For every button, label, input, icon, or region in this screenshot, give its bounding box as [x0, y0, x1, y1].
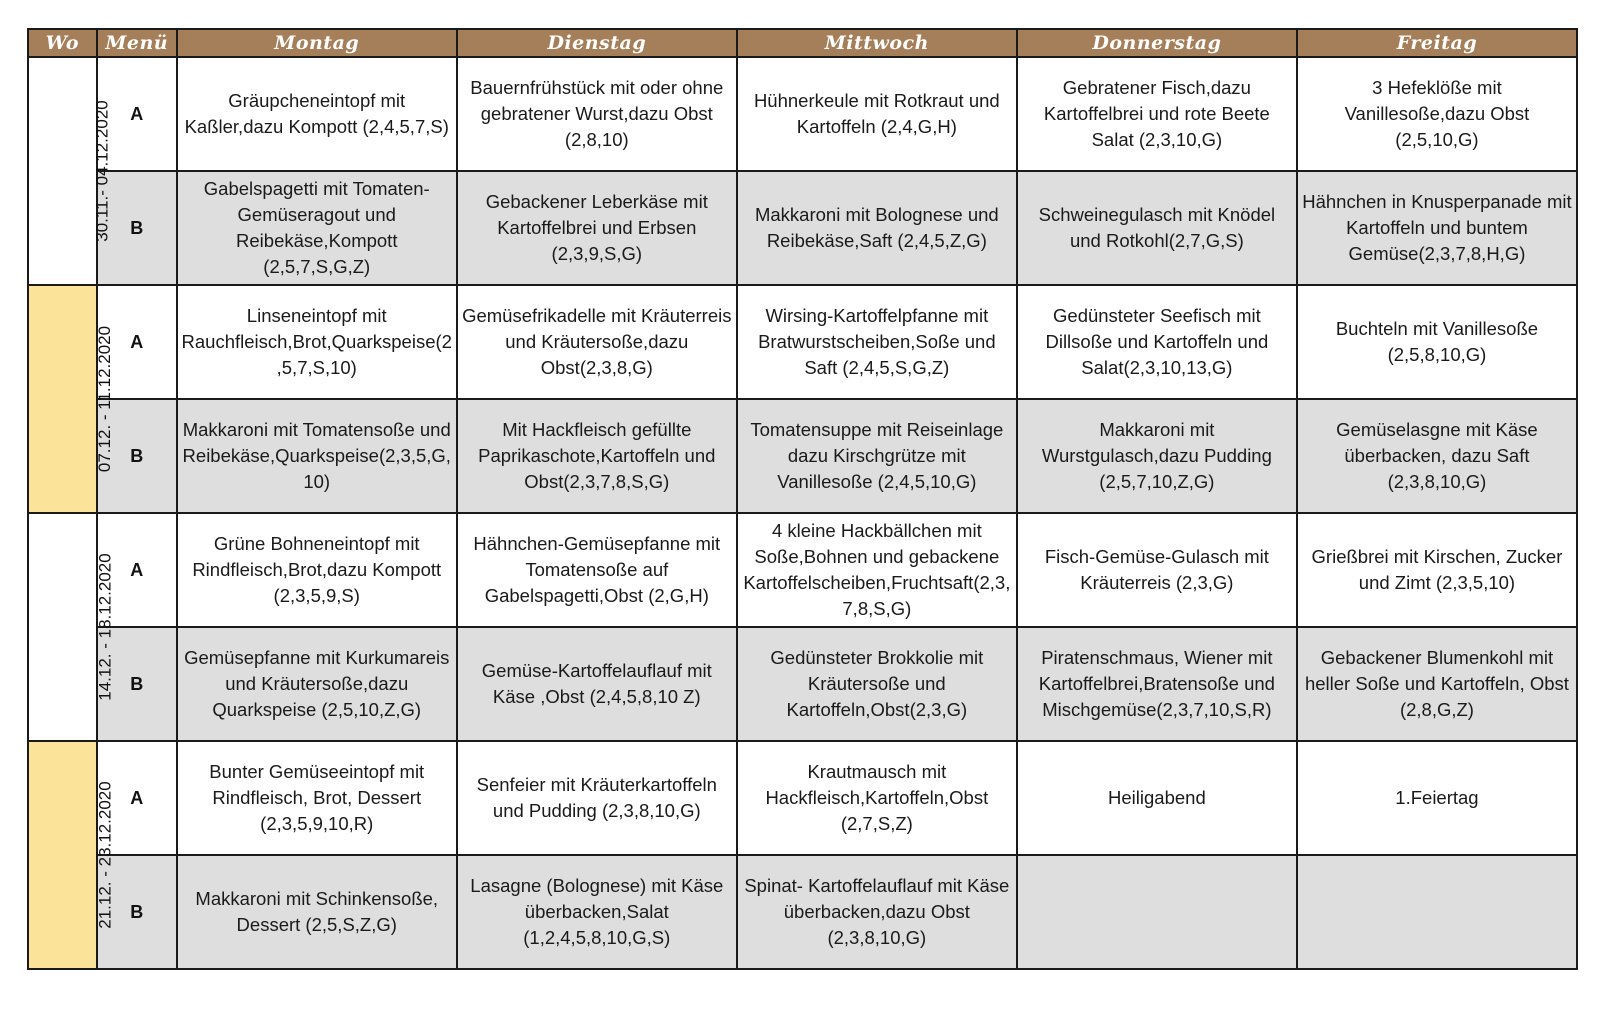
header-day-thursday: Donnerstag: [1017, 29, 1297, 57]
header-row: [28, 29, 1577, 57]
meal-cell: Mit Hackfleisch gefüllte Paprikaschote,Kartoffeln und Obst(2,3,7,8,S,G): [457, 399, 737, 513]
meal-cell: Heiligabend: [1017, 741, 1297, 855]
week-label: 21.12. - 23.12.2020: [95, 781, 115, 929]
menu-code-cell: A: [97, 513, 177, 627]
header-day-tuesday: Dienstag: [457, 29, 737, 57]
meal-cell: Makkaroni mit Tomatensoße und Reibekäse,Quarkspeise(2,3,5,G,10): [177, 399, 457, 513]
week-cell: [28, 513, 115, 741]
week-cell: [28, 285, 115, 513]
header-week: Wo: [28, 29, 97, 57]
table-row: [28, 855, 1577, 969]
meal-cell: Fisch-Gemüse-Gulasch mit Kräuterreis (2,3,G): [1017, 513, 1297, 627]
meal-cell: 1.Feiertag: [1297, 741, 1577, 855]
menu-plan-table: [27, 28, 1578, 970]
meal-cell: Wirsing-Kartoffelpfanne mit Bratwurstscheiben,Soße und Saft (2,4,5,S,G,Z): [737, 285, 1017, 399]
table-row: [28, 57, 1577, 171]
meal-cell: Lasagne (Bolognese) mit Käse überbacken,Salat (1,2,4,5,8,10,G,S): [457, 855, 737, 969]
header-day-monday: Montag: [177, 29, 457, 57]
meal-cell: Gedünsteter Brokkolie mit Kräutersoße und Kartoffeln,Obst(2,3,G): [737, 627, 1017, 741]
menu-code-cell: B: [97, 399, 177, 513]
menu-code-cell: A: [97, 57, 177, 171]
meal-cell: Senfeier mit Kräuterkartoffeln und Pudding (2,3,8,10,G): [457, 741, 737, 855]
meal-cell: Makkaroni mit Schinkensoße, Dessert (2,5,S,Z,G): [177, 855, 457, 969]
meal-cell: Hühnerkeule mit Rotkraut und Kartoffeln (2,4,G,H): [737, 57, 1017, 171]
meal-cell: Buchteln mit Vanillesoße (2,5,8,10,G): [1297, 285, 1577, 399]
meal-cell: Gebackener Leberkäse mit Kartoffelbrei und Erbsen (2,3,9,S,G): [457, 171, 737, 285]
meal-cell: Makkaroni mit Bolognese und Reibekäse,Saft (2,4,5,Z,G): [737, 171, 1017, 285]
table-row: [28, 741, 1577, 855]
meal-cell: Tomatensuppe mit Reiseinlage dazu Kirschgrütze mit Vanillesoße (2,4,5,10,G): [737, 399, 1017, 513]
meal-cell: Grüne Bohneneintopf mit Rindfleisch,Brot,dazu Kompott (2,3,5,9,S): [177, 513, 457, 627]
table-row: [28, 285, 1577, 399]
table-row: [28, 627, 1577, 741]
meal-cell: Gemüse-Kartoffelauflauf mit Käse ,Obst (2,4,5,8,10 Z): [457, 627, 737, 741]
menu-code-cell: A: [97, 741, 177, 855]
menu-code-cell: A: [97, 285, 177, 399]
meal-cell: Makkaroni mit Wurstgulasch,dazu Pudding (2,5,7,10,Z,G): [1017, 399, 1297, 513]
week-label: 07.12. - 11.12.2020: [95, 325, 115, 473]
meal-cell: Schweinegulasch mit Knödel und Rotkohl(2,7,G,S): [1017, 171, 1297, 285]
header-day-friday: Freitag: [1297, 29, 1577, 57]
menu-code-cell: B: [97, 855, 177, 969]
table-row: [28, 513, 1577, 627]
week-cell: [28, 741, 115, 969]
meal-cell: 4 kleine Hackbällchen mit Soße,Bohnen und gebackene Kartoffelscheiben,Fruchtsaft(2,3,7,8,S,G): [737, 513, 1017, 627]
meal-cell: Gemüsepfanne mit Kurkumareis und Kräutersoße,dazu Quarkspeise (2,5,10,Z,G): [177, 627, 457, 741]
meal-cell: 3 Hefeklöße mit Vanillesoße,dazu Obst (2,5,10,G): [1297, 57, 1577, 171]
meal-cell: Krautmausch mit Hackfleisch,Kartoffeln,Obst (2,7,S,Z): [737, 741, 1017, 855]
meal-cell: Gemüsefrikadelle mit Kräuterreis und Kräutersoße,dazu Obst(2,3,8,G): [457, 285, 737, 399]
week-label: 30.11.- 04.12.2020: [92, 100, 112, 242]
meal-cell: Spinat- Kartoffelauflauf mit Käse überbacken,dazu Obst (2,3,8,10,G): [737, 855, 1017, 969]
menu-code-cell: B: [97, 627, 177, 741]
meal-cell: Bauernfrühstück mit oder ohne gebratener Wurst,dazu Obst (2,8,10): [457, 57, 737, 171]
meal-cell: Gebratener Fisch,dazu Kartoffelbrei und rote Beete Salat (2,3,10,G): [1017, 57, 1297, 171]
meal-cell: Linseneintopf mit Rauchfleisch,Brot,Quarkspeise(2,5,7,S,10): [177, 285, 457, 399]
meal-cell: Gabelspagetti mit Tomaten-Gemüseragout und Reibekäse,Kompott (2,5,7,S,G,Z): [177, 171, 457, 285]
table-row: [28, 171, 1577, 285]
header-menu: Menü: [97, 29, 177, 57]
table-row: [28, 399, 1577, 513]
meal-cell: Hähnchen-Gemüsepfanne mit Tomatensoße auf Gabelspagetti,Obst (2,G,H): [457, 513, 737, 627]
meal-cell: Piratenschmaus, Wiener mit Kartoffelbrei,Bratensoße und Mischgemüse(2,3,7,10,S,R): [1017, 627, 1297, 741]
menu-code-cell: B: [97, 171, 177, 285]
week-label: 14.12. - 18.12.2020: [95, 553, 115, 701]
meal-cell: Gebackener Blumenkohl mit heller Soße und Kartoffeln, Obst (2,8,G,Z): [1297, 627, 1577, 741]
meal-cell: Bunter Gemüseeintopf mit Rindfleisch, Brot, Dessert (2,3,5,9,10,R): [177, 741, 457, 855]
meal-cell: Gräupcheneintopf mit Kaßler,dazu Kompott (2,4,5,7,S): [177, 57, 457, 171]
header-day-wednesday: Mittwoch: [737, 29, 1017, 57]
meal-cell-empty: [1017, 855, 1297, 969]
meal-cell: Gemüselasgne mit Käse überbacken, dazu Saft (2,3,8,10,G): [1297, 399, 1577, 513]
meal-cell: Grießbrei mit Kirschen, Zucker und Zimt (2,3,5,10): [1297, 513, 1577, 627]
meal-cell: Hähnchen in Knusperpanade mit Kartoffeln und buntem Gemüse(2,3,7,8,H,G): [1297, 171, 1577, 285]
meal-cell: Gedünsteter Seefisch mit Dillsoße und Kartoffeln und Salat(2,3,10,13,G): [1017, 285, 1297, 399]
meal-cell-empty: [1297, 855, 1577, 969]
week-cell: [28, 57, 112, 285]
